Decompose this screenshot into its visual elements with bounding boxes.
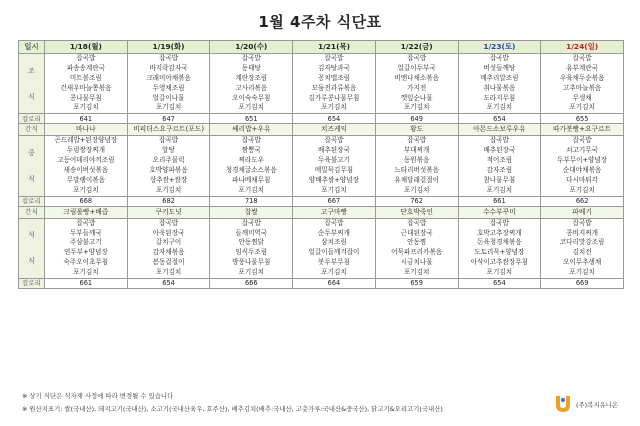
menu-item: 잡곡밥 bbox=[76, 54, 96, 62]
menu-item: 잡곡밥 bbox=[572, 136, 592, 145]
breakfast-calorie-row bbox=[19, 114, 624, 124]
menu-item: 포기김치 bbox=[403, 185, 430, 194]
lunch-menu-cell bbox=[375, 136, 458, 196]
breakfast-menu-cell bbox=[45, 54, 128, 114]
breakfast-menu-cell bbox=[127, 54, 210, 114]
day-header: 1/18(월) bbox=[45, 41, 128, 54]
menu-item: 두영채조림 bbox=[152, 83, 185, 92]
menu-item: 감자채볶음 bbox=[152, 248, 185, 257]
menu-item: 오리주물럭 bbox=[152, 156, 185, 165]
menu-item: 순두부찌개 bbox=[318, 228, 350, 237]
dinner-label-top: 석 bbox=[28, 231, 35, 240]
menu-item: 파송송계란국 bbox=[66, 63, 105, 72]
menu-item: 포기김치 bbox=[238, 103, 264, 112]
menu-item: 동원볶음 bbox=[403, 156, 430, 165]
breakfast-menu-cell bbox=[375, 54, 458, 114]
breakfast-menu-cell bbox=[458, 54, 541, 114]
calorie-value: 682 bbox=[127, 196, 210, 206]
breakfast-menu-cell bbox=[541, 54, 624, 114]
snack-item: 수수부꾸미 bbox=[458, 206, 541, 218]
menu-item: 곤드레밥+된장양념장 bbox=[54, 136, 118, 145]
menu-item: 잡곡밥 bbox=[489, 136, 509, 145]
menu-item: 계란장조림 bbox=[235, 73, 268, 82]
menu-item: 돈육청경채볶음 bbox=[477, 238, 522, 247]
menu-item: 순대야채볶음 bbox=[563, 166, 602, 175]
menu-item: 모둠전과류볶음 bbox=[311, 83, 357, 92]
calorie-value: 666 bbox=[210, 279, 293, 289]
breakfast-label-top: 조 bbox=[28, 66, 35, 75]
dinner-menu-cell bbox=[293, 218, 376, 278]
snack-item: 파베기 bbox=[541, 206, 624, 218]
menu-item: 배추된장국 bbox=[318, 146, 350, 155]
dinner-calorie-label: 칼로리 bbox=[19, 279, 45, 289]
menu-item: 봇두부무침 bbox=[318, 258, 350, 267]
menu-item: 포기김치 bbox=[569, 268, 595, 277]
menu-item: 다시마튀각 bbox=[566, 175, 599, 184]
lunch-menu-cell bbox=[541, 136, 624, 196]
dinner-menu-cell bbox=[375, 218, 458, 278]
menu-item: 참나물무침 bbox=[483, 175, 516, 184]
calorie-value: 647 bbox=[127, 114, 210, 124]
menu-item: 잡곡밥 bbox=[489, 218, 509, 227]
menu-item: 들깨미역국 bbox=[235, 228, 268, 237]
menu-item: 잡곡밥 bbox=[159, 54, 179, 62]
menu-item: 숙주오이초무침 bbox=[63, 258, 109, 267]
menu-item: 어묵파프리카볶음 bbox=[391, 248, 443, 257]
menu-item: 무생채 bbox=[572, 93, 592, 102]
menu-item: 콩비지찌개 bbox=[566, 228, 599, 237]
dinner-menu-cell bbox=[210, 218, 293, 278]
page-title: 1월 4주차 식단표 bbox=[258, 13, 382, 31]
calorie-value: 718 bbox=[210, 196, 293, 206]
menu-item: 임식두조림 bbox=[235, 248, 268, 257]
snack-item: 아몬드소보루우유 bbox=[458, 124, 541, 136]
menu-item: 시금치나물 bbox=[400, 258, 433, 267]
dinner-menu-cell bbox=[541, 218, 624, 278]
snack-item: 단호박죽인 bbox=[375, 206, 458, 218]
snack-item: 치즈케익 bbox=[293, 124, 376, 136]
menu-item: 크래미야채볶음 bbox=[146, 73, 191, 82]
calorie-value: 654 bbox=[458, 114, 541, 124]
menu-item: 잡곡밥 bbox=[241, 218, 261, 227]
menu-item: 갈치구이 bbox=[155, 238, 182, 247]
menu-item: 호박고추장찌개 bbox=[477, 228, 522, 237]
menu-item: 잡곡밥 bbox=[241, 136, 261, 145]
calorie-value: 654 bbox=[127, 279, 210, 289]
snack-item: 비피더스요구르트(포도) bbox=[127, 124, 210, 136]
menu-item: 감자조림 bbox=[486, 166, 513, 175]
menu-item: 잡곡밥 bbox=[572, 54, 592, 62]
menu-item: 포기김치 bbox=[569, 103, 595, 112]
menu-item: 적어조림 bbox=[486, 156, 513, 165]
menu-item: 포기김치 bbox=[486, 268, 513, 277]
menu-item: 유부계란국 bbox=[566, 63, 599, 72]
dinner-menu-cell bbox=[127, 218, 210, 278]
lunch-row bbox=[19, 136, 624, 196]
snack-item: 황도 bbox=[375, 124, 458, 136]
company-logo bbox=[554, 394, 628, 416]
menu-item: 포기김치 bbox=[403, 103, 430, 112]
calorie-value: 661 bbox=[458, 196, 541, 206]
menu-item: 포기김치 bbox=[321, 268, 347, 277]
menu-item: 근대된장국 bbox=[400, 228, 433, 237]
header-label: 일시 bbox=[19, 41, 45, 54]
menu-item: 포기김치 bbox=[238, 268, 264, 277]
snack-item: 크림롤빵+배즙 bbox=[45, 206, 128, 218]
menu-item: 호박양파볶음 bbox=[149, 166, 188, 175]
menu-item: 버섯들깨탕 bbox=[483, 63, 516, 72]
menu-item: 얼갈이두부국 bbox=[397, 63, 436, 72]
menu-item: 메추리알조림 bbox=[480, 73, 519, 82]
meal-plan-table bbox=[18, 40, 624, 289]
lunch-menu-cell bbox=[293, 136, 376, 196]
snack-pm-row bbox=[19, 206, 624, 218]
menu-item: 취나물볶음 bbox=[483, 83, 516, 92]
menu-item: 두부무이+양념장 bbox=[557, 156, 608, 165]
menu-item: 짬뽕국 bbox=[241, 146, 261, 155]
breakfast-menu-cell bbox=[210, 54, 293, 114]
day-header: 1/24(일) bbox=[541, 41, 624, 54]
snack-pm-label: 간식 bbox=[19, 206, 45, 218]
dinner-row bbox=[19, 218, 624, 278]
menu-item: 잡곡밥 bbox=[572, 218, 592, 227]
menu-item: 쇠고기무국 bbox=[566, 146, 599, 155]
lunch-label-bottom: 식 bbox=[28, 175, 35, 184]
company-logo-icon bbox=[554, 394, 572, 414]
menu-item: 오이숙숙무침 bbox=[232, 93, 271, 102]
menu-item: 잡곡밥 bbox=[407, 54, 427, 62]
dinner-menu-cell bbox=[45, 218, 128, 278]
calorie-value: 659 bbox=[375, 279, 458, 289]
menu-item: 포기김치 bbox=[155, 268, 182, 277]
calorie-value: 654 bbox=[458, 279, 541, 289]
menu-item: 포기김치 bbox=[321, 185, 347, 194]
menu-item: 김치전 bbox=[572, 248, 592, 257]
menu-item: 포기김치 bbox=[155, 185, 182, 194]
menu-item: 도라지무침 bbox=[483, 93, 516, 102]
menu-item: 미트볼조림 bbox=[69, 73, 102, 82]
dinner-menu-cell bbox=[458, 218, 541, 278]
note-origin: ※ 원산지표기: 쌀(국내산), 돼지고기(국내산), 소고기(국내산육우, 호주산), 배추김치(배추:국내산, 고춧가루:국내산&중국산), 닭고기&오리고기(국내산) bbox=[22, 405, 443, 413]
snack-item: 찹쌀 bbox=[210, 206, 293, 218]
snack-item: 쿠키도넛 bbox=[127, 206, 210, 218]
breakfast-menu-cell bbox=[293, 54, 376, 114]
menu-item: 봄동겉절이 bbox=[152, 258, 185, 267]
day-header: 1/22(금) bbox=[375, 41, 458, 54]
calorie-value: 651 bbox=[210, 114, 293, 124]
calorie-value: 654 bbox=[293, 114, 376, 124]
lunch-menu-cell bbox=[458, 136, 541, 196]
menu-item: 양배추쌈+양념장 bbox=[308, 175, 360, 184]
menu-item: 포기김치 bbox=[73, 268, 99, 277]
menu-item: 잡곡밥 bbox=[324, 218, 344, 227]
menu-item: 잡곡밥 bbox=[159, 136, 179, 145]
menu-item: 아욱된장국 bbox=[152, 228, 185, 237]
calorie-value: 641 bbox=[45, 114, 128, 124]
menu-item: 배추된장국 bbox=[483, 146, 516, 155]
lunch-menu-cell bbox=[210, 136, 293, 196]
menu-item: 잡곡밥 bbox=[76, 218, 96, 227]
menu-item: 연두부+양념장 bbox=[63, 248, 108, 257]
menu-item: 우육채두순볶음 bbox=[559, 73, 605, 82]
menu-item: 오이무추생채 bbox=[563, 258, 602, 267]
menu-item: 두렁쌍장찌개 bbox=[66, 146, 105, 155]
menu-item: 잡곡밥 bbox=[407, 218, 427, 227]
dinner-label-bottom: 식 bbox=[28, 257, 35, 266]
day-header: 1/23(토) bbox=[458, 41, 541, 54]
menu-item: 안동찜닭 bbox=[238, 238, 264, 247]
dinner-label bbox=[19, 218, 45, 278]
menu-item: 깻잎순나물 bbox=[400, 93, 433, 102]
menu-item: 무말랭이볶음 bbox=[66, 175, 105, 184]
snack-item: 따가봇빵+요구르트 bbox=[541, 124, 624, 136]
snack-item: 쌔리밥+우유 bbox=[210, 124, 293, 136]
menu-item: 비엔나채소볶음 bbox=[394, 73, 439, 82]
menu-item: 잡곡밥 bbox=[407, 136, 427, 145]
menu-item: 포기김치 bbox=[321, 103, 347, 112]
calorie-value: 669 bbox=[541, 279, 624, 289]
breakfast-label bbox=[19, 54, 45, 114]
menu-item: 김자탕과국 bbox=[318, 63, 350, 72]
menu-item: 코다리맛강조림 bbox=[559, 238, 605, 247]
menu-item: 건새우마늘쫑볶음 bbox=[60, 83, 112, 92]
breakfast-row bbox=[19, 54, 624, 114]
lunch-label bbox=[19, 136, 45, 196]
menu-item: 얼갈이나물 bbox=[152, 93, 185, 102]
menu-item: 포기김치 bbox=[73, 103, 99, 112]
menu-item: 얼갈이들깨겨잡이 bbox=[308, 248, 360, 257]
menu-item: 새송이버섯볶음 bbox=[63, 166, 109, 175]
lunch-menu-cell bbox=[127, 136, 210, 196]
menu-item: 상추쌈+쌈장 bbox=[149, 175, 188, 184]
menu-item: 고추마늘볶음 bbox=[563, 83, 602, 92]
menu-item: 포기김치 bbox=[238, 185, 264, 194]
snack-item: 고구마빵 bbox=[293, 206, 376, 218]
menu-item: 잡곡밥 bbox=[241, 54, 261, 62]
menu-item: 포기김치 bbox=[486, 185, 513, 194]
menu-item: 찌라도우 bbox=[238, 156, 264, 165]
lunch-calorie-label: 칼로리 bbox=[19, 196, 45, 206]
menu-item: 잡곡밥 bbox=[489, 54, 509, 62]
breakfast-label-bottom: 식 bbox=[28, 92, 35, 101]
lunch-calorie-row bbox=[19, 196, 624, 206]
menu-item: 잡곡밥 bbox=[159, 218, 179, 227]
menu-item: 아삭이고추쌈장무침 bbox=[470, 258, 529, 267]
snack-am-label: 간식 bbox=[19, 124, 45, 136]
snack-am-row bbox=[19, 124, 624, 136]
menu-item: 느타리버섯볶음 bbox=[394, 166, 439, 175]
calorie-value: 655 bbox=[541, 114, 624, 124]
lunch-label-top: 중 bbox=[28, 149, 35, 158]
menu-item: 알탕 bbox=[162, 146, 175, 155]
calorie-value: 664 bbox=[293, 279, 376, 289]
notes bbox=[22, 390, 443, 416]
menu-item: 주삼불고기 bbox=[69, 238, 102, 247]
menu-item: 삼치조림 bbox=[321, 238, 347, 247]
header-row bbox=[19, 41, 624, 54]
menu-item: 포기김치 bbox=[569, 185, 595, 194]
menu-item: 메밀묵김무침 bbox=[314, 166, 354, 175]
dinner-calorie-row bbox=[19, 279, 624, 289]
note-menu-change: ※ 상기 식단은 식자재 사정에 따라 변경될 수 있습니다 bbox=[22, 392, 174, 400]
day-header: 1/21(목) bbox=[293, 41, 376, 54]
menu-item: 바지락감자국 bbox=[149, 63, 188, 72]
menu-item: 잡곡밥 bbox=[324, 136, 344, 145]
menu-item: 가지전 bbox=[407, 83, 427, 92]
calorie-value: 661 bbox=[45, 279, 128, 289]
menu-item: 방풍나물무침 bbox=[232, 258, 271, 267]
menu-item: 잡곡밥 bbox=[324, 54, 344, 62]
menu-item: 포기김치 bbox=[403, 268, 430, 277]
menu-item: 포기김치 bbox=[155, 103, 182, 112]
calorie-value: 662 bbox=[541, 196, 624, 206]
calorie-value: 649 bbox=[375, 114, 458, 124]
company-logo-text: (주)복지유니온 bbox=[576, 401, 619, 409]
menu-item: 고사리볶음 bbox=[235, 83, 268, 92]
menu-item: 두육불고기 bbox=[318, 156, 350, 165]
menu-item: 파나메채무침 bbox=[232, 175, 271, 184]
menu-item: 유채달래겉절이 bbox=[394, 175, 439, 184]
menu-item: 고등어데리야끼조림 bbox=[57, 156, 115, 165]
menu-item: 청경채굴소스볶음 bbox=[225, 166, 277, 175]
menu-item: 두부들깨국 bbox=[69, 228, 102, 237]
menu-item: 동태탕 bbox=[241, 63, 261, 72]
menu-item: 김가루콩나물무침 bbox=[308, 93, 360, 102]
calorie-value: 762 bbox=[375, 196, 458, 206]
menu-item: 도토리묵+양념장 bbox=[474, 248, 525, 257]
snack-item: 바나나 bbox=[45, 124, 128, 136]
menu-item: 포기김치 bbox=[73, 185, 99, 194]
breakfast-calorie-label: 칼로리 bbox=[19, 114, 45, 124]
calorie-value: 667 bbox=[293, 196, 376, 206]
menu-item: 부대찌개 bbox=[403, 146, 430, 155]
menu-item: 꽁치맵조림 bbox=[318, 73, 350, 82]
day-header: 1/20(수) bbox=[210, 41, 293, 54]
menu-item: 콩나물무침 bbox=[69, 93, 102, 102]
menu-item: 안동찜 bbox=[407, 238, 427, 247]
day-header: 1/19(화) bbox=[127, 41, 210, 54]
menu-item: 포기김치 bbox=[486, 103, 513, 112]
calorie-value: 668 bbox=[45, 196, 128, 206]
lunch-menu-cell bbox=[45, 136, 128, 196]
